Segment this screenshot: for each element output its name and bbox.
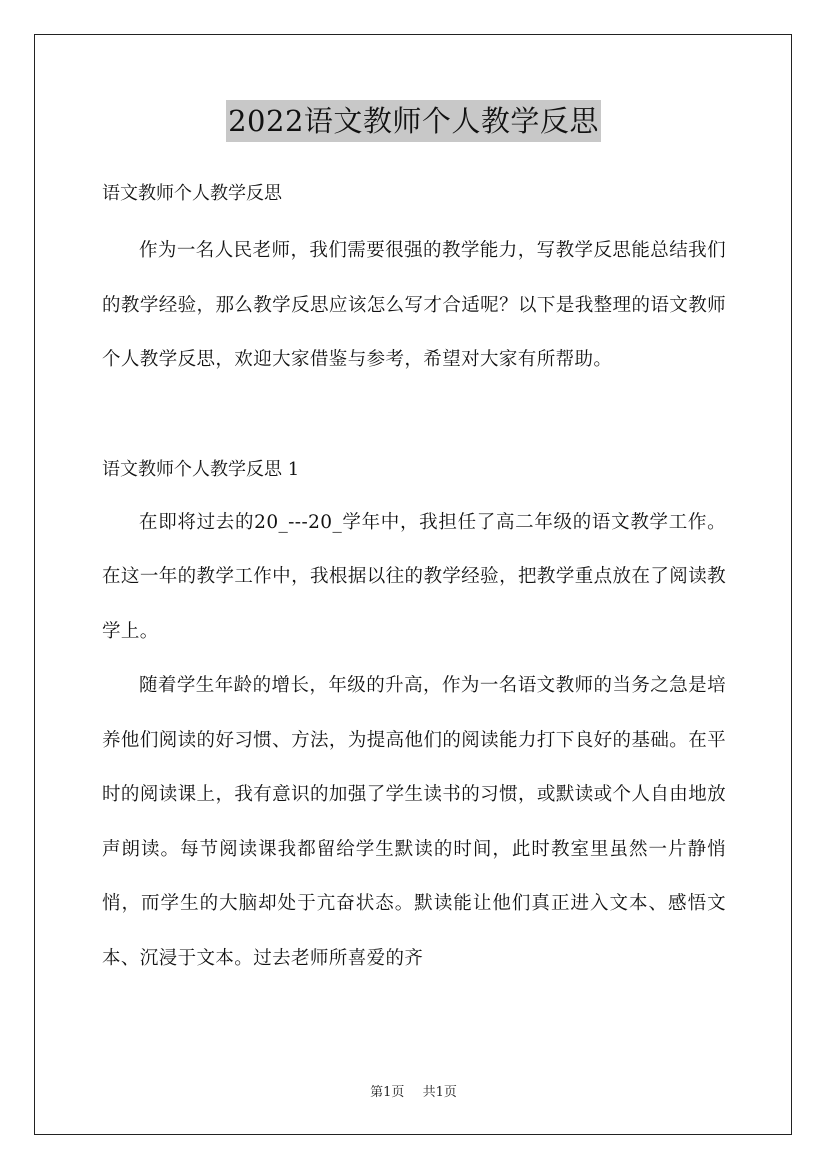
document-title-text: 2022语文教师个人教学反思 xyxy=(226,100,601,142)
spacer xyxy=(102,388,726,450)
section1-paragraph-1: 在即将过去的20_---20_学年中，我担任了高二年级的语文教学工作。在这一年的教学工作中，我根据以往的教学经验，把教学重点放在了阅读教学上。 xyxy=(102,511,726,642)
intro-paragraph: 作为一名人民老师，我们需要很强的教学能力，写教学反思能总结我们的教学经验，那么教学反思应该怎么写才合适呢？以下是我整理的语文教师个人教学反思，欢迎大家借鉴与参考，希望对大家有所帮助。 xyxy=(102,240,726,370)
page-number: 第1页 xyxy=(370,1085,405,1100)
document-body xyxy=(102,174,726,986)
document-title xyxy=(0,100,827,142)
section1-paragraph-2: 随着学生年龄的增长，年级的升高，作为一名语文教师的当务之急是培养他们阅读的好习惯、方法，为提高他们的阅读能力打下良好的基础。在平时的阅读课上，我有意识的加强了学生读书的习惯，或默读或个人自由地放声朗读。每节阅读课我都留给学生默读的时间，此时教室里虽然一片静悄悄，而学生的大脑却处于亢奋状态。默读能让他们真正进入文本、感悟文本、沉浸于文本。过去老师所喜爱的齐 xyxy=(102,675,726,969)
spacer xyxy=(102,214,726,224)
page-total: 共1页 xyxy=(422,1085,457,1100)
intro-heading: 语文教师个人教学反思 xyxy=(102,183,282,204)
section1-heading: 语文教师个人教学反思 1 xyxy=(102,458,300,480)
page-footer xyxy=(0,1081,827,1100)
